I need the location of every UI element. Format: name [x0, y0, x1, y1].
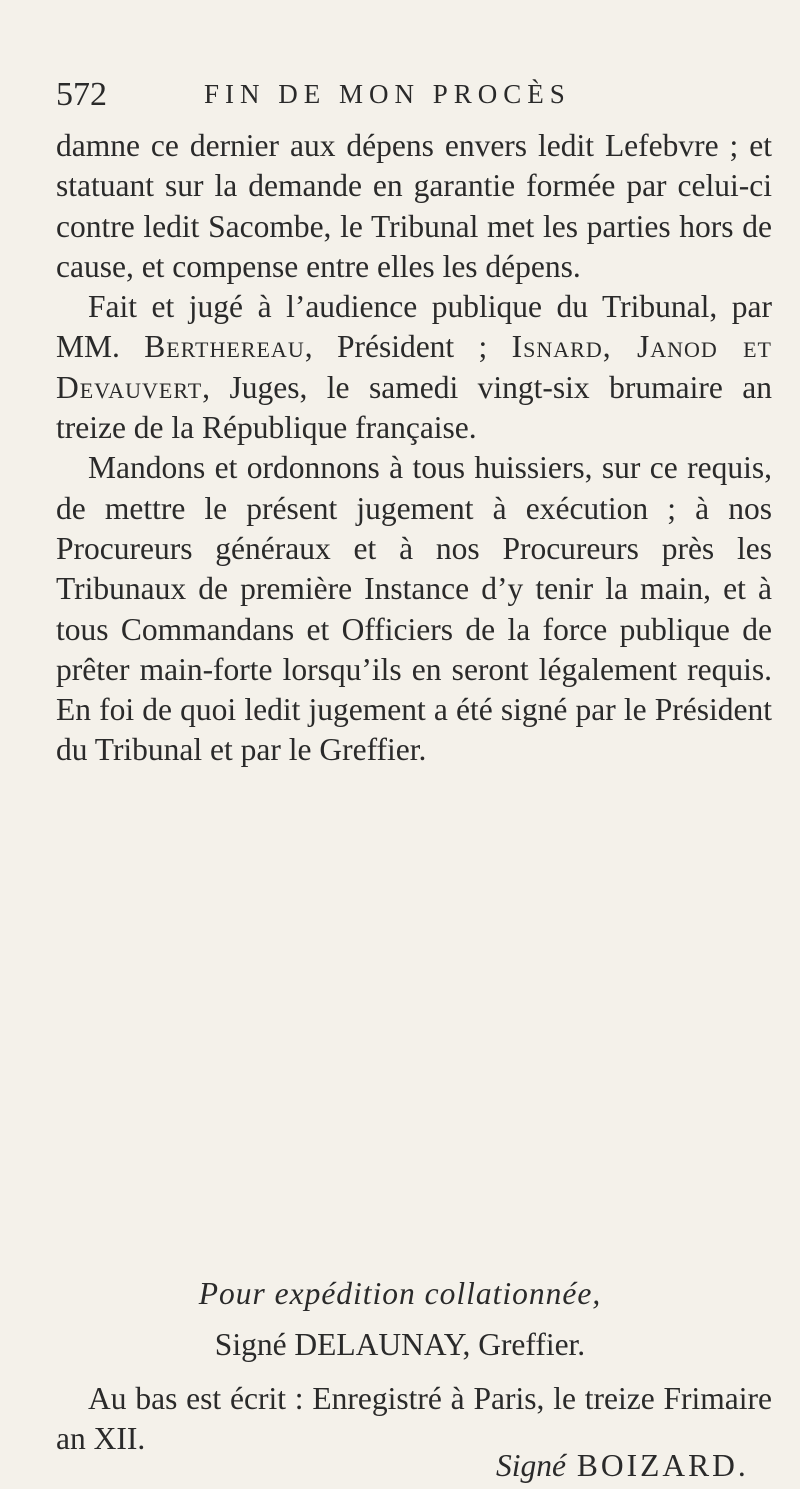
paragraph-mandons: Mandons et ordonnons à tous huissiers, sur ce requis, de mettre le présent jugement à exécution ; à nos Procureurs généraux et à nos Procureurs près les Tribunaux de première Instance d’y tenir la main, et à tous Commandans et Officiers de la force publique de prêter main-forte lorsqu’ils en seront légalement requis. En foi de quoi ledit jugement a été signé par le Président du Tribunal et par le Greffier. — [56, 450, 772, 768]
paragraph-judgment: damne ce dernier aux dépens envers ledit Lefebvre ; et statuant sur la demande en garantie formée par celui-ci contre ledit Sacombe, le Tribunal met les parties hors de cause, et compense entre elles les dépens. — [56, 128, 772, 284]
page-number: 572 — [56, 76, 107, 113]
signature-label: Signé — [496, 1448, 566, 1483]
paragraph-fait-text-a: Fait et jugé à l’audience publique du Tribunal, par MM. — [56, 289, 772, 365]
running-head — [56, 76, 756, 116]
judges-names: Isnard, Janod et Devauvert — [56, 329, 772, 405]
paragraph-fait-text-c: , Juges, le samedi vingt-six brumaire an treize de la République française. — [56, 369, 772, 446]
registration-note — [56, 1379, 772, 1459]
signature-boizard — [496, 1448, 786, 1484]
registration-text: Au bas est écrit : Enregistré à Paris, le treize Frimaire an XII. — [56, 1381, 772, 1456]
running-head-title: FIN DE MON PROCÈS — [204, 79, 571, 109]
paragraph-fait-et-juge — [56, 287, 772, 448]
body-text — [56, 126, 772, 771]
president-name: Berthereau — [144, 329, 305, 365]
signature-name: BOIZARD. — [565, 1448, 749, 1483]
signature-greffier: Signé DELAUNAY, Greffier. — [214, 1327, 586, 1362]
pour-expedition: Pour expédition collationnée, — [198, 1276, 602, 1311]
paragraph-fait-text-b: , Président ; — [304, 329, 512, 365]
